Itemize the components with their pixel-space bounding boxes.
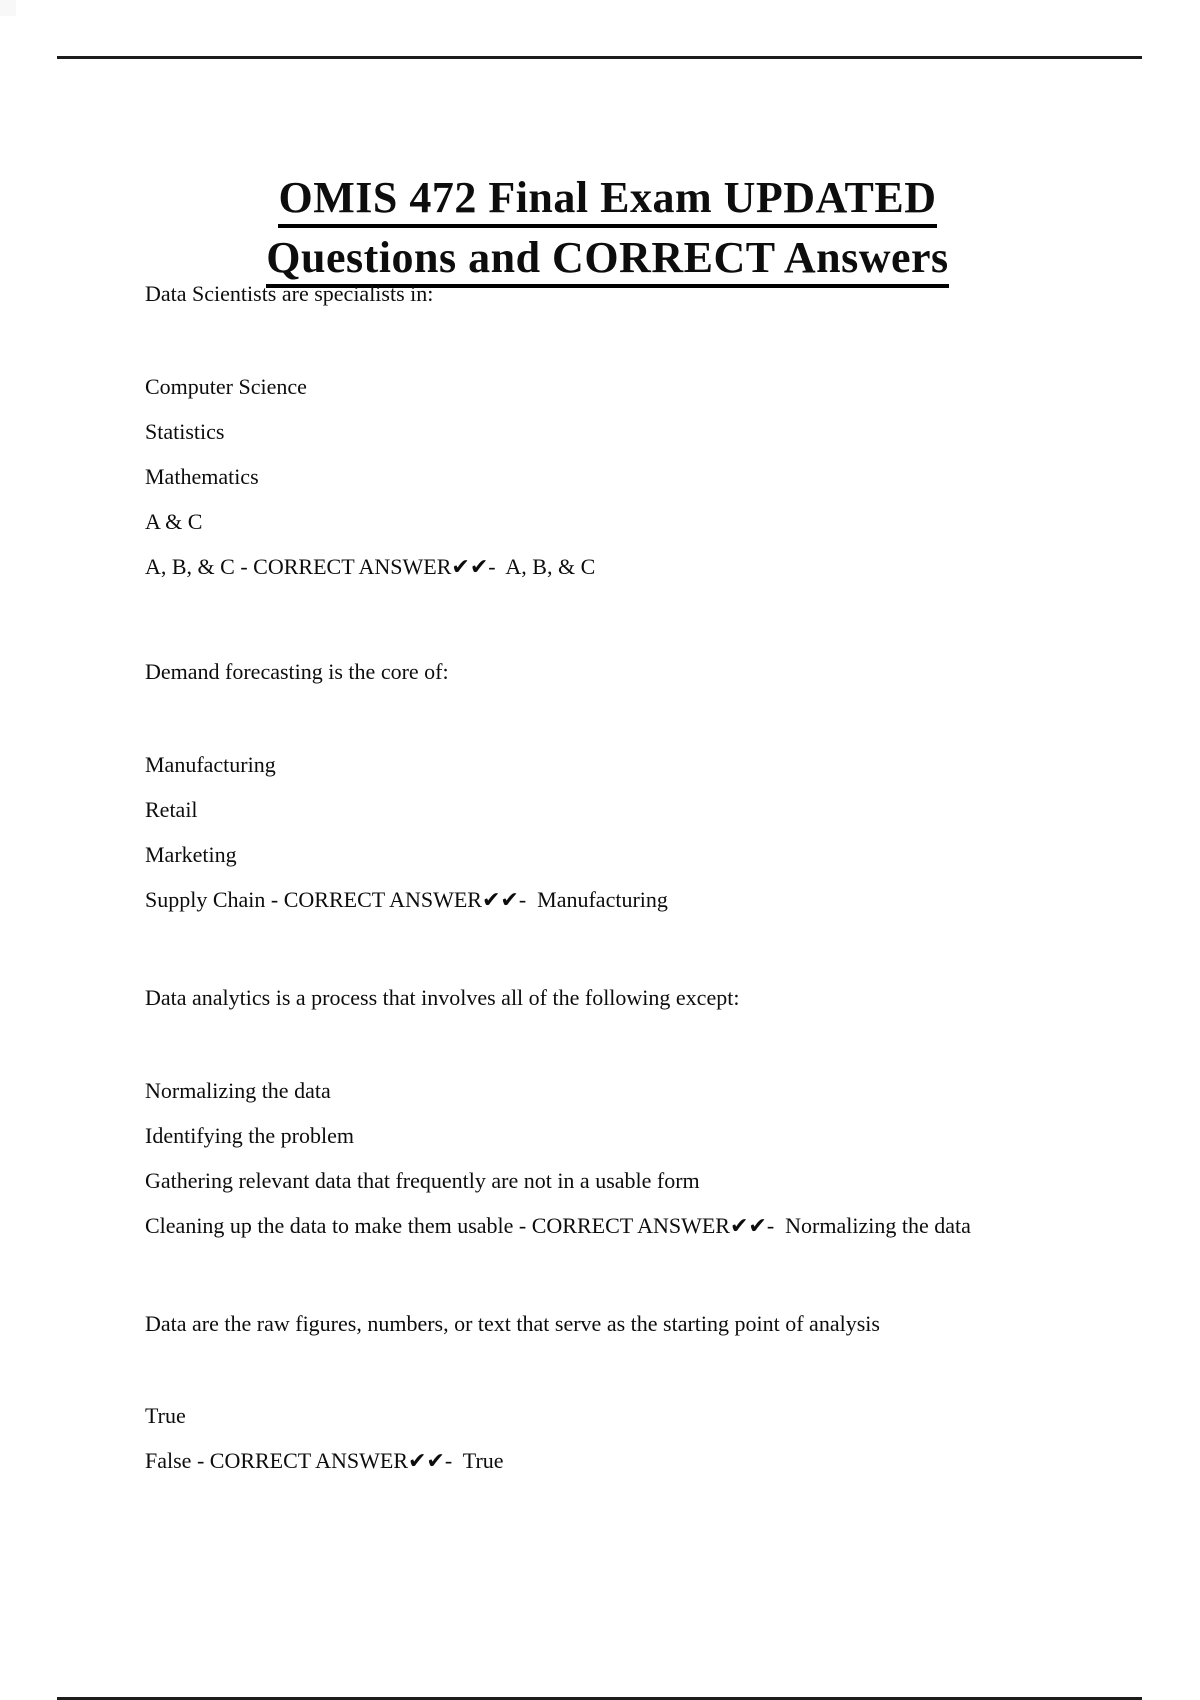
correct-answer-line: Cleaning up the data to make them usable - CORRECT ANSWER✔✔- Normalizing the data (145, 1213, 971, 1238)
question-text: Data Scientists are specialists in: (145, 281, 434, 306)
answer-option: Retail (145, 797, 198, 822)
answer-option: Statistics (145, 419, 225, 444)
answer-option: Marketing (145, 842, 237, 867)
answer-option: Identifying the problem (145, 1123, 354, 1148)
correct-answer-line: Supply Chain - CORRECT ANSWER✔✔- Manufacturing (145, 887, 668, 912)
answer-option: A & C (145, 509, 203, 534)
question-text: Data are the raw figures, numbers, or text that serve as the starting point of analysis (145, 1311, 880, 1336)
header-rule (57, 56, 1142, 59)
answer-option: Mathematics (145, 464, 259, 489)
answer-option: Normalizing the data (145, 1078, 331, 1103)
page-title-line-2: Questions and CORRECT Answers (266, 232, 948, 288)
answer-option: Computer Science (145, 374, 307, 399)
question-text: Demand forecasting is the core of: (145, 659, 449, 684)
correct-answer-line: A, B, & C - CORRECT ANSWER✔✔- A, B, & C (145, 554, 596, 579)
correct-answer-line: False - CORRECT ANSWER✔✔- True (145, 1448, 504, 1473)
page-title-line-1: OMIS 472 Final Exam UPDATED (278, 172, 936, 228)
answer-option: Manufacturing (145, 752, 276, 777)
scan-artifact (0, 0, 16, 16)
page-title (140, 172, 1075, 292)
answer-option: True (145, 1403, 186, 1428)
answer-option: Gathering relevant data that frequently are not in a usable form (145, 1168, 700, 1193)
question-text: Data analytics is a process that involves all of the following except: (145, 985, 740, 1010)
